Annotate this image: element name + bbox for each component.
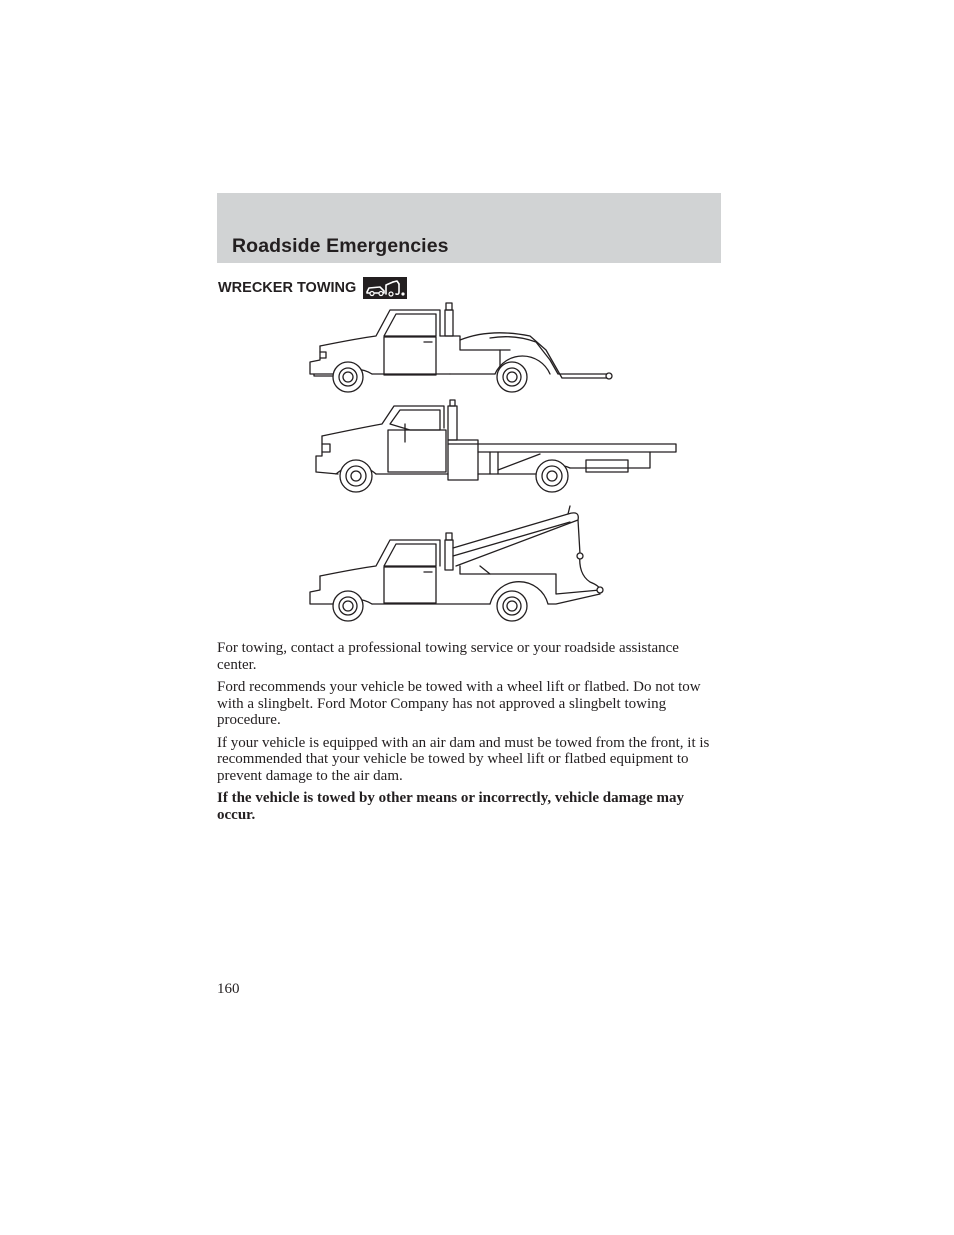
body-text bbox=[217, 640, 717, 829]
slingbelt-boom-tow-truck-illustration bbox=[300, 504, 700, 630]
page-number: 160 bbox=[217, 981, 240, 997]
paragraph-air-dam: If your vehicle is equipped with an air dam and must be towed from the front, it is recommended that your vehicle be towed by wheel lift or flatbed equipment to prevent damage to the air dam. bbox=[217, 734, 710, 784]
paragraph-towing-service: For towing, contact a professional towing service or your roadside assistance center. bbox=[217, 640, 679, 673]
warning-text: If the vehicle is towed by other means or incorrectly, vehicle damage may occur. bbox=[217, 790, 685, 823]
wheel-lift-tow-truck-illustration bbox=[300, 300, 700, 400]
subsection-heading bbox=[218, 276, 407, 300]
section-title: Roadside Emergencies bbox=[232, 235, 449, 257]
section-header-band bbox=[217, 193, 721, 263]
flatbed-tow-truck-illustration bbox=[300, 398, 700, 500]
paragraph-wheel-lift-flatbed: Ford recommends your vehicle be towed with a wheel lift or flatbed. Do not tow with a slingbelt. Ford Motor Company has not approved a slingbelt towing procedure. bbox=[217, 679, 701, 728]
tow-truck-symbol-icon bbox=[363, 277, 407, 299]
subsection-title: WRECKER TOWING bbox=[218, 280, 357, 296]
